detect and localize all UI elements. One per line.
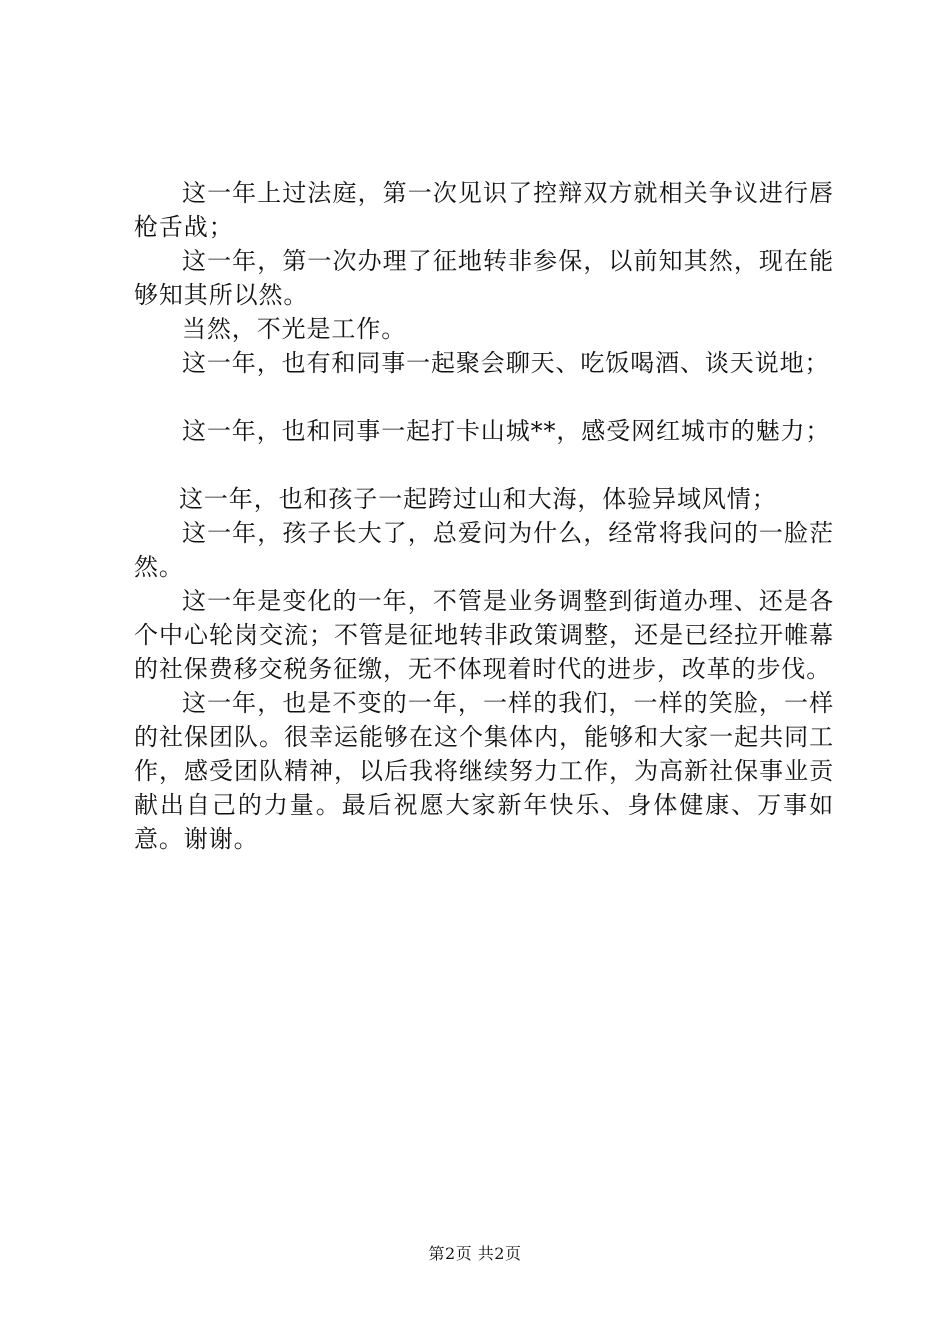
document-body <box>134 176 834 856</box>
paragraph-land-insurance: 这一年，第一次办理了征地转非参保，以前知其然，现在能够知其所以然。 <box>134 247 834 309</box>
paragraph-mountain-city: 这一年，也和同事一起打卡山城**，感受网红城市的魅力； <box>182 417 831 445</box>
paragraph-child-grown: 这一年，孩子长大了，总爱问为什么，经常将我问的一脸茫然。 <box>134 519 834 581</box>
paragraph-travel-with-child: 这一年，也和孩子一起跨过山和大海，体验异域风情； <box>179 485 777 513</box>
paragraph-not-only-work: 当然，不光是工作。 <box>182 315 407 343</box>
page-number-footer: 第2页 共2页 <box>428 1244 522 1263</box>
paragraph-colleague-gathering: 这一年，也有和同事一起聚会聊天、吃饭喝酒、谈天说地； <box>182 349 830 377</box>
paragraph-unchanged-year: 这一年，也是不变的一年，一样的我们，一样的笑脸，一样的社保团队。很幸运能够在这个集体内，能够和大家一起共同工作，感受团队精神，以后我将继续努力工作，为高新社保事业贡献出自己的力量。最后祝愿大家新年快乐、身体健康、万事如意。谢谢。 <box>134 689 834 853</box>
paragraph-court: 这一年上过法庭，第一次见识了控辩双方就相关争议进行唇枪舌战； <box>134 179 834 241</box>
paragraph-year-of-change: 这一年是变化的一年，不管是业务调整到街道办理、还是各个中心轮岗交流；不管是征地转非政策调整，还是已经拉开帷幕的社保费移交税务征缴，无不体现着时代的进步，改革的步伐。 <box>134 587 834 683</box>
